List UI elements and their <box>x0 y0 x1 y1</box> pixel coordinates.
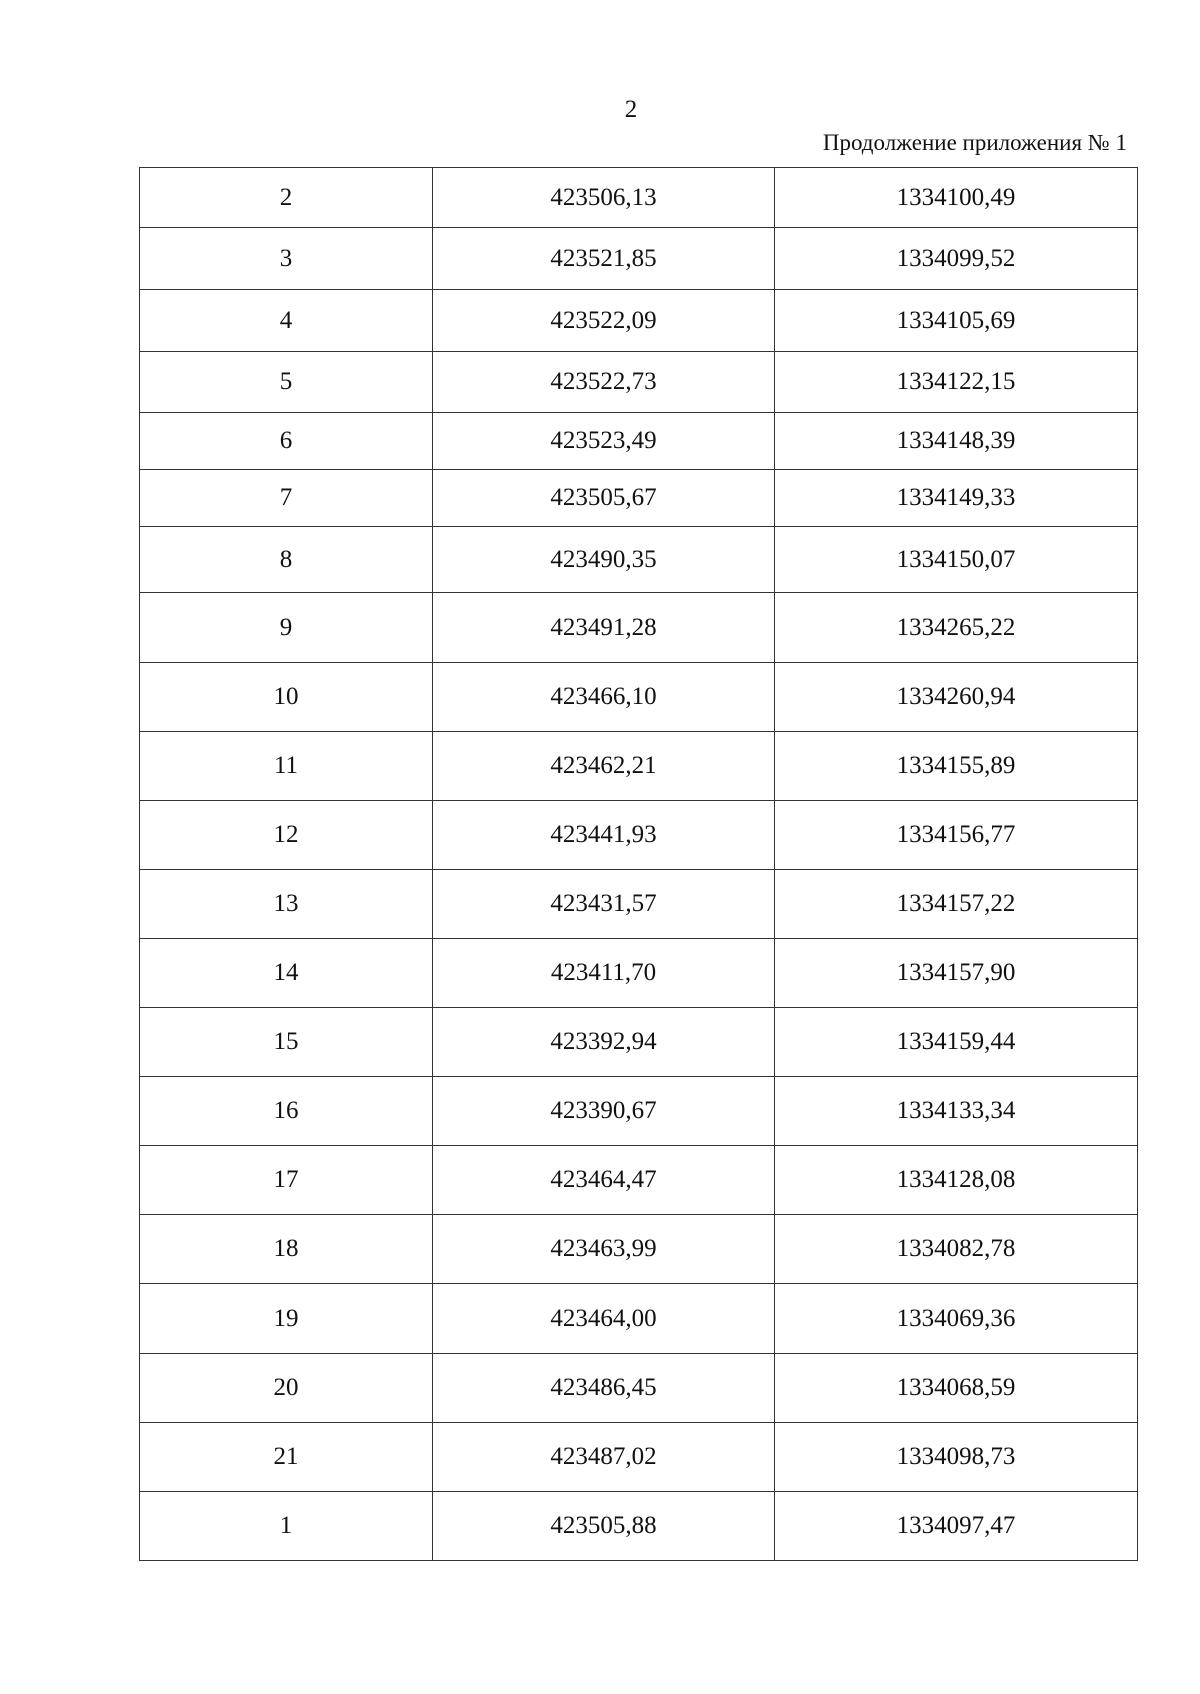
x-coordinate-cell: 423392,94 <box>433 1008 775 1077</box>
x-coordinate-cell: 423505,67 <box>433 470 775 527</box>
point-number-cell: 4 <box>140 290 433 352</box>
table-row <box>140 1284 1138 1354</box>
point-number-cell: 3 <box>140 228 433 290</box>
x-coordinate-cell: 423522,73 <box>433 352 775 413</box>
y-coordinate-cell: 1334097,47 <box>775 1492 1138 1561</box>
y-coordinate-cell: 1334265,22 <box>775 593 1138 663</box>
x-coordinate-cell: 423431,57 <box>433 870 775 939</box>
point-number-cell: 19 <box>140 1284 433 1354</box>
continuation-label: Продолжение приложения № 1 <box>822 130 1127 155</box>
y-coordinate-cell: 1334150,07 <box>775 527 1138 593</box>
x-coordinate-cell: 423522,09 <box>433 290 775 352</box>
table-row <box>140 228 1138 290</box>
table-row <box>140 1492 1138 1561</box>
table-row <box>140 801 1138 870</box>
table-row <box>140 732 1138 801</box>
point-number-cell: 12 <box>140 801 433 870</box>
table-row <box>140 1423 1138 1492</box>
coordinates-table <box>139 167 1138 1561</box>
x-coordinate-cell: 423463,99 <box>433 1215 775 1284</box>
point-number-cell: 5 <box>140 352 433 413</box>
point-number-cell: 15 <box>140 1008 433 1077</box>
y-coordinate-cell: 1334082,78 <box>775 1215 1138 1284</box>
point-number-cell: 2 <box>140 168 433 228</box>
x-coordinate-cell: 423466,10 <box>433 663 775 732</box>
point-number-cell: 13 <box>140 870 433 939</box>
point-number-cell: 21 <box>140 1423 433 1492</box>
table-row <box>140 1215 1138 1284</box>
x-coordinate-cell: 423486,45 <box>433 1354 775 1423</box>
y-coordinate-cell: 1334148,39 <box>775 413 1138 470</box>
table-row <box>140 352 1138 413</box>
x-coordinate-cell: 423521,85 <box>433 228 775 290</box>
point-number-cell: 17 <box>140 1146 433 1215</box>
y-coordinate-cell: 1334122,15 <box>775 352 1138 413</box>
table-row <box>140 470 1138 527</box>
point-number-cell: 6 <box>140 413 433 470</box>
y-coordinate-cell: 1334098,73 <box>775 1423 1138 1492</box>
table-row <box>140 413 1138 470</box>
y-coordinate-cell: 1334099,52 <box>775 228 1138 290</box>
point-number-cell: 1 <box>140 1492 433 1561</box>
table-row <box>140 290 1138 352</box>
y-coordinate-cell: 1334100,49 <box>775 168 1138 228</box>
x-coordinate-cell: 423487,02 <box>433 1423 775 1492</box>
y-coordinate-cell: 1334069,36 <box>775 1284 1138 1354</box>
point-number-cell: 20 <box>140 1354 433 1423</box>
point-number-cell: 9 <box>140 593 433 663</box>
x-coordinate-cell: 423462,21 <box>433 732 775 801</box>
table-row <box>140 870 1138 939</box>
page-number: 2 <box>624 96 638 123</box>
table-row <box>140 593 1138 663</box>
y-coordinate-cell: 1334133,34 <box>775 1077 1138 1146</box>
table-row <box>140 1077 1138 1146</box>
point-number-cell: 18 <box>140 1215 433 1284</box>
table-row <box>140 527 1138 593</box>
point-number-cell: 10 <box>140 663 433 732</box>
point-number-cell: 14 <box>140 939 433 1008</box>
x-coordinate-cell: 423491,28 <box>433 593 775 663</box>
table-row <box>140 1354 1138 1423</box>
y-coordinate-cell: 1334159,44 <box>775 1008 1138 1077</box>
y-coordinate-cell: 1334260,94 <box>775 663 1138 732</box>
x-coordinate-cell: 423464,00 <box>433 1284 775 1354</box>
y-coordinate-cell: 1334105,69 <box>775 290 1138 352</box>
y-coordinate-cell: 1334157,90 <box>775 939 1138 1008</box>
y-coordinate-cell: 1334149,33 <box>775 470 1138 527</box>
point-number-cell: 7 <box>140 470 433 527</box>
x-coordinate-cell: 423464,47 <box>433 1146 775 1215</box>
y-coordinate-cell: 1334157,22 <box>775 870 1138 939</box>
x-coordinate-cell: 423441,93 <box>433 801 775 870</box>
x-coordinate-cell: 423505,88 <box>433 1492 775 1561</box>
table-row <box>140 1008 1138 1077</box>
y-coordinate-cell: 1334156,77 <box>775 801 1138 870</box>
point-number-cell: 11 <box>140 732 433 801</box>
y-coordinate-cell: 1334128,08 <box>775 1146 1138 1215</box>
x-coordinate-cell: 423523,49 <box>433 413 775 470</box>
x-coordinate-cell: 423506,13 <box>433 168 775 228</box>
x-coordinate-cell: 423490,35 <box>433 527 775 593</box>
x-coordinate-cell: 423390,67 <box>433 1077 775 1146</box>
point-number-cell: 8 <box>140 527 433 593</box>
y-coordinate-cell: 1334155,89 <box>775 732 1138 801</box>
table-row <box>140 1146 1138 1215</box>
point-number-cell: 16 <box>140 1077 433 1146</box>
table-row <box>140 168 1138 228</box>
y-coordinate-cell: 1334068,59 <box>775 1354 1138 1423</box>
x-coordinate-cell: 423411,70 <box>433 939 775 1008</box>
table-row <box>140 663 1138 732</box>
table-row <box>140 939 1138 1008</box>
